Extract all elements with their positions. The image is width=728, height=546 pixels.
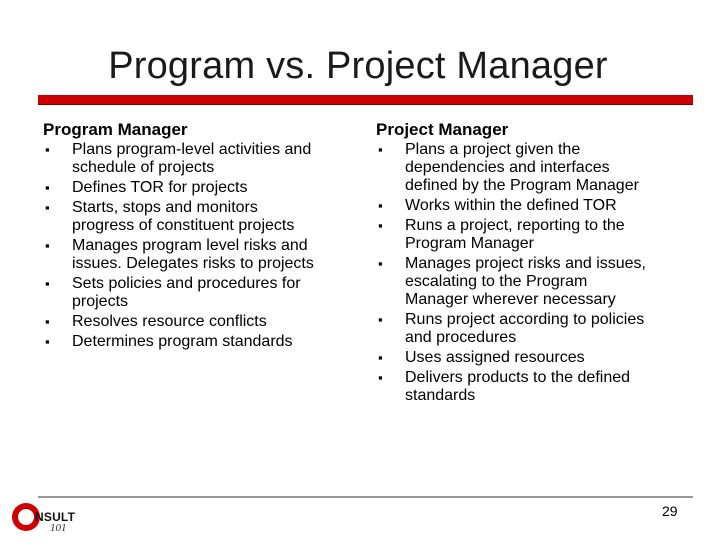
bullet-text-line: defined by the Program Manager [405, 177, 639, 194]
bullet-text-line: Plans program-level activities and [72, 141, 312, 158]
square-bullet-icon: ▪ [45, 334, 50, 349]
project-manager-list [376, 141, 696, 405]
bullet-item [376, 349, 696, 367]
bullet-text-line: projects [72, 293, 129, 310]
square-bullet-icon: ▪ [378, 256, 383, 271]
slide-title: Program vs. Project Manager [108, 45, 608, 87]
bullet-text-line: Resolves resource conflicts [72, 313, 267, 330]
bullet-text-line: dependencies and interfaces [405, 159, 610, 176]
square-bullet-icon: ▪ [45, 238, 50, 253]
program-manager-heading: Program Manager [43, 120, 188, 139]
bullet-text-line: progress of constituent projects [72, 217, 295, 234]
bullet-text-line: Delivers products to the defined [405, 369, 631, 386]
bullet-item [43, 333, 353, 351]
bullet-text-line: schedule of projects [72, 159, 215, 176]
bullet-text-line: Sets policies and procedures for [72, 275, 301, 292]
bullet-item [376, 255, 696, 309]
logo-subtext: 101 [50, 522, 67, 534]
bullet-text-line: Defines TOR for projects [72, 179, 248, 196]
square-bullet-icon: ▪ [378, 218, 383, 233]
square-bullet-icon: ▪ [45, 200, 50, 215]
bullet-text-line: escalating to the Program [405, 273, 588, 290]
bullet-item [43, 313, 353, 331]
program-manager-column [43, 119, 353, 353]
bullet-text-line: Runs a project, reporting to the [405, 217, 625, 234]
square-bullet-icon: ▪ [378, 312, 383, 327]
square-bullet-icon: ▪ [45, 180, 50, 195]
bullet-item [376, 217, 696, 253]
bullet-text-line: Uses assigned resources [405, 349, 585, 366]
bullet-text-line: Manager wherever necessary [405, 291, 616, 308]
bullet-text-line: Manages program level risks and [72, 237, 308, 254]
bullet-text-line: standards [405, 387, 476, 404]
square-bullet-icon: ▪ [378, 142, 383, 157]
bullet-item [43, 199, 353, 235]
bullet-item [43, 179, 353, 197]
bullet-item [43, 237, 353, 273]
program-manager-list [43, 141, 353, 351]
bullet-item [43, 141, 353, 177]
bullet-text-line: Runs project according to policies [405, 311, 645, 328]
title-underline [38, 95, 693, 105]
bullet-text-line: and procedures [405, 329, 517, 346]
bullet-text-line: Program Manager [405, 235, 534, 252]
square-bullet-icon: ▪ [45, 142, 50, 157]
square-bullet-icon: ▪ [378, 350, 383, 365]
square-bullet-icon: ▪ [378, 370, 383, 385]
consult-101-logo [12, 503, 92, 541]
bullet-item [376, 141, 696, 195]
square-bullet-icon: ▪ [45, 276, 50, 291]
project-manager-heading: Project Manager [376, 120, 509, 139]
bullet-text-line: issues. Delegates risks to projects [72, 255, 314, 272]
bullet-text-line: Manages project risks and issues, [405, 255, 646, 272]
page-number: 29 [662, 503, 678, 519]
bullet-item [43, 275, 353, 311]
logo-text: NSULT [35, 510, 76, 524]
footer-divider [38, 496, 693, 498]
bullet-text-line: Plans a project given the [405, 141, 581, 158]
project-manager-column [376, 119, 696, 407]
bullet-text-line: Starts, stops and monitors [72, 199, 258, 216]
square-bullet-icon: ▪ [45, 314, 50, 329]
bullet-item [376, 197, 696, 215]
bullet-item [376, 311, 696, 347]
bullet-text-line: Works within the defined TOR [405, 197, 617, 214]
bullet-text-line: Determines program standards [72, 333, 293, 350]
square-bullet-icon: ▪ [378, 198, 383, 213]
bullet-item [376, 369, 696, 405]
